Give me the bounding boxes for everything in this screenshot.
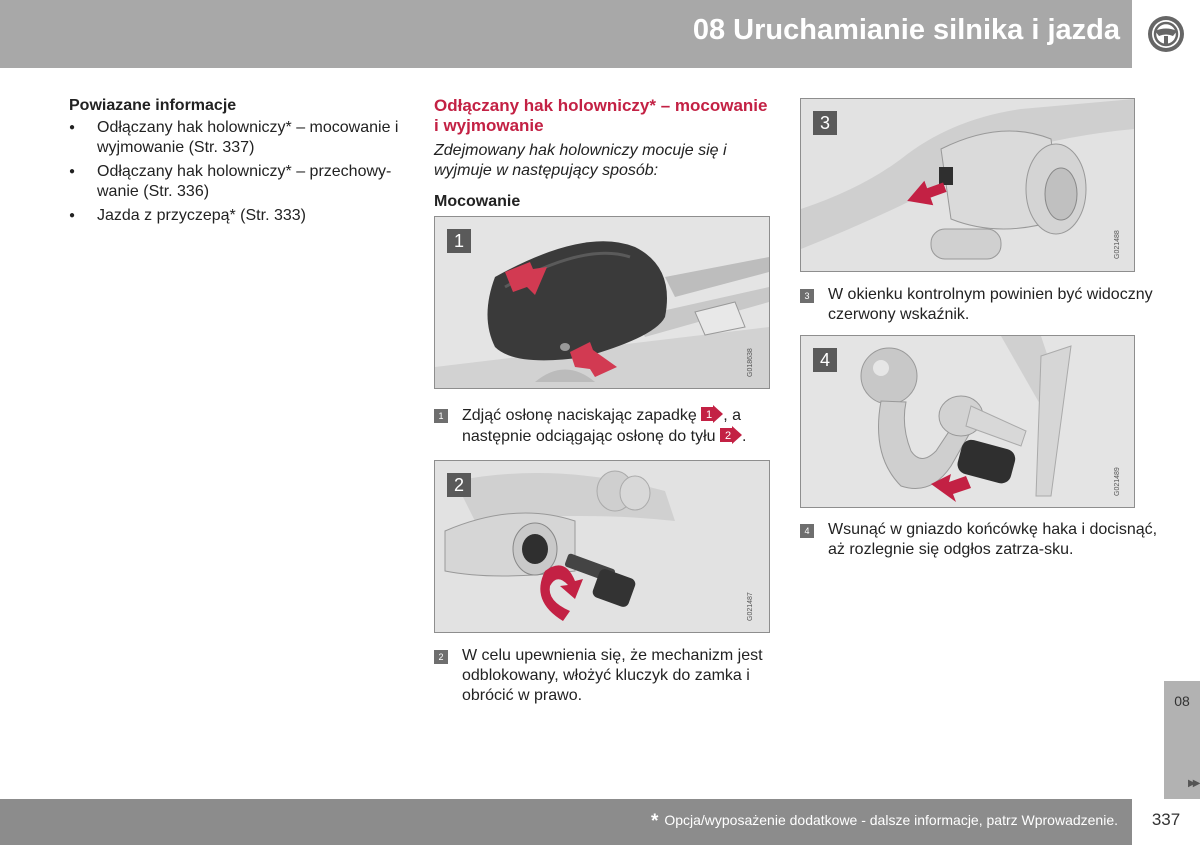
subheading-mounting: Mocowanie (434, 193, 521, 210)
figure-4 (800, 335, 1135, 508)
page-number: 337 (1151, 810, 1181, 829)
marker-arrow-1 (701, 405, 723, 423)
step-number-badge: 2 (434, 650, 448, 664)
figure-number-badge: 3 (813, 111, 837, 135)
figure-code: G018638 (747, 348, 754, 377)
footer-note-text: Opcja/wyposażenie dodatkowe - dalsze informacje, patrz Wprowadzenie. (664, 812, 1118, 828)
step-1-text-b: , a następnie odciągając osłonę do tyłu (462, 407, 742, 445)
footer-star: * (651, 811, 659, 832)
figure-2 (434, 460, 770, 633)
step-1-text-a: Zdjąć osłonę naciskając zapadkę (462, 407, 697, 424)
figure-code: G021487 (747, 592, 754, 621)
figure-1 (434, 216, 770, 389)
step-4 (800, 520, 1158, 560)
header-icon-box (1132, 0, 1200, 68)
step-3 (800, 285, 1158, 325)
page-header (0, 0, 1132, 68)
step-text: Wsunąć w gniazdo końcówkę haka i docisnąć, aż rozlegnie się odgłos zatrza-sku. (828, 521, 1158, 558)
double-chevron-right-icon[interactable]: ▶▶ (1188, 778, 1198, 789)
marker-arrow-2-number: 2 (724, 430, 732, 442)
related-heading: Powiazane informacje (69, 97, 237, 114)
page-number-box (1132, 799, 1200, 845)
footer-note (651, 811, 1118, 833)
step-number-badge: 3 (800, 289, 814, 303)
step-number-badge: 4 (800, 524, 814, 538)
figure-3-illustration (801, 99, 1134, 271)
related-item[interactable]: ● Odłączany hak holowniczy* – mocowanie i wyjmowanie (Str. 337) (69, 118, 399, 158)
step-1 (434, 405, 792, 447)
step-text: W celu upewnienia się, że mechanizm jest odblokowany, włożyć kluczyk do zamka i obrócić w prawo. (462, 647, 763, 704)
marker-arrow-1-number: 1 (706, 409, 713, 421)
figure-1-illustration (435, 217, 769, 388)
figure-number-badge: 1 (447, 229, 471, 253)
figure-code: G021489 (1114, 467, 1121, 496)
figure-number-badge: 4 (813, 348, 837, 372)
step-1-text-c: . (741, 428, 747, 445)
step-number-badge: 1 (434, 409, 448, 423)
related-item[interactable]: ● Jazda z przyczepą* (Str. 333) (69, 206, 399, 226)
figure-code: G021488 (1114, 230, 1121, 259)
step-2 (434, 646, 792, 706)
marker-arrow-2 (720, 426, 742, 444)
related-item[interactable]: ● Odłączany hak holowniczy* – przechowy-wanie (Str. 336) (69, 162, 399, 202)
section-title: Odłączany hak holowniczy* – mocowanie i wyjmowanie (434, 96, 768, 135)
related-list (69, 118, 399, 230)
figure-number-badge: 2 (447, 473, 471, 497)
figure-3 (800, 98, 1135, 272)
steering-wheel-icon (1132, 0, 1200, 68)
step-text: W okienku kontrolnym powinien być widoczny czerwony wskaźnik. (828, 286, 1153, 323)
chapter-title: 08 Uruchamianie silnika i jazda (692, 14, 1120, 46)
figure-2-illustration (435, 461, 769, 632)
figure-4-illustration (801, 336, 1134, 507)
page-footer (0, 799, 1132, 845)
section-intro: Zdejmowany hak holowniczy mocuje się i wyjmuje w następujący sposób: (434, 142, 727, 179)
chapter-number: 08 (1174, 693, 1190, 709)
